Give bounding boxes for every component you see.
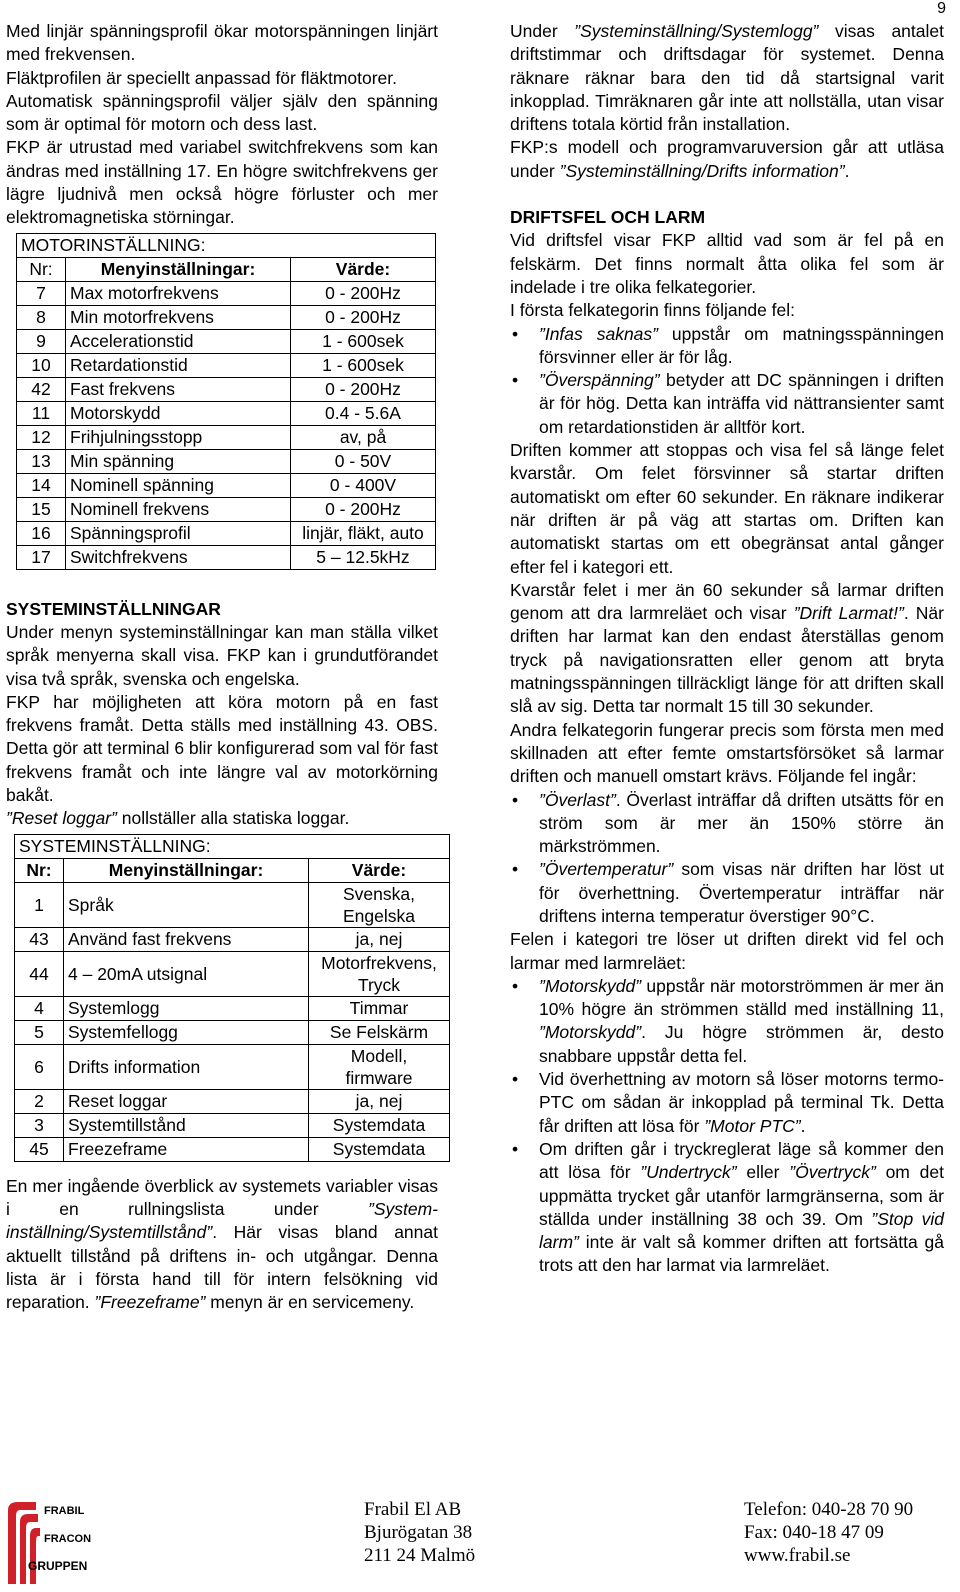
table-row bbox=[17, 425, 436, 449]
system-settings-heading: SYSTEMINSTÄLLNINGAR bbox=[6, 598, 221, 619]
row-nr: 11 bbox=[17, 401, 66, 425]
intro-paragraph-2: Fläktprofilen är speciellt anpassad för fläktmotorer. bbox=[6, 67, 398, 88]
row-value: 0 - 400V bbox=[291, 473, 436, 497]
row-setting: Systemfellogg bbox=[64, 1020, 309, 1044]
motor-header-nr: Nr: bbox=[17, 257, 66, 281]
row-value: av, på bbox=[291, 425, 436, 449]
row-setting: Drifts information bbox=[64, 1044, 309, 1089]
table-row bbox=[15, 1020, 450, 1044]
table-row bbox=[17, 401, 436, 425]
fax-number: Fax: 040-18 47 09 bbox=[744, 1522, 884, 1543]
row-nr: 17 bbox=[17, 545, 66, 569]
row-nr: 2 bbox=[15, 1089, 64, 1113]
row-setting: Nominell frekvens bbox=[66, 497, 291, 521]
row-value: Se Felskärm bbox=[309, 1020, 450, 1044]
list-item: • ”Överlast”. Överlast inträffar då driften utsätts för en ström som är mer än 150% större än märkströmmen. bbox=[539, 789, 944, 859]
svg-text:FRACON: FRACON bbox=[44, 1533, 92, 1545]
row-nr: 10 bbox=[17, 353, 66, 377]
table-row bbox=[15, 996, 450, 1020]
row-value: linjär, fläkt, auto bbox=[291, 521, 436, 545]
row-nr: 12 bbox=[17, 425, 66, 449]
row-nr: 9 bbox=[17, 329, 66, 353]
footer-contact bbox=[744, 1498, 913, 1567]
row-value: Timmar bbox=[309, 996, 450, 1020]
system-settings-table bbox=[14, 834, 450, 1162]
row-nr: 43 bbox=[15, 927, 64, 951]
row-value: Systemdata bbox=[309, 1113, 450, 1137]
row-setting: Freezeframe bbox=[64, 1137, 309, 1161]
system-table-title: SYSTEMINSTÄLLNING: bbox=[15, 834, 450, 858]
postal-city: 211 24 Malmö bbox=[364, 1545, 476, 1566]
category-one-intro: I första felkategorin finns följande fel: bbox=[510, 300, 796, 321]
row-setting: Systemlogg bbox=[64, 996, 309, 1020]
row-value: 5 – 12.5kHz bbox=[291, 545, 436, 569]
row-nr: 13 bbox=[17, 449, 66, 473]
row-setting: Systemtillstånd bbox=[64, 1113, 309, 1137]
row-setting: Nominell spänning bbox=[66, 473, 291, 497]
row-nr: 8 bbox=[17, 305, 66, 329]
row-setting: Spänningsprofil bbox=[66, 521, 291, 545]
svg-text:FRABIL: FRABIL bbox=[44, 1505, 85, 1517]
row-nr: 15 bbox=[17, 497, 66, 521]
category-one-list bbox=[510, 323, 944, 439]
row-value: 0.4 - 5.6A bbox=[291, 401, 436, 425]
category-two-list bbox=[510, 789, 944, 929]
system-paragraph-2: FKP har möjligheten att köra motorn på en fast frekvens framåt. Detta ställs med inställning 43. OBS. Detta gör att terminal 6 blir konfigurerad som val för fast frekvens framåt och inte längre val av motorkörning bakåt. bbox=[6, 691, 438, 806]
system-state-paragraph: En mer ingående överblick av systemets variabler visas i en rullningslista under ”System-inställning/Systemtillstånd”. Här visas bland annat aktuellt tillstånd på driftens in- och utgångar. Denna lista är i första hand till för intern felsökning vid reparation. ”Freezeframe” menyn är en servicemeny. bbox=[6, 1175, 438, 1313]
row-value: ja, nej bbox=[309, 1089, 450, 1113]
row-value: Modell, firmware bbox=[309, 1044, 450, 1089]
row-value: 0 - 50V bbox=[291, 449, 436, 473]
table-row bbox=[17, 281, 436, 305]
list-item: • Vid överhettning av motorn så löser motorns termo-PTC om sådan är inkopplad på terminal Tk. Detta får driften att lösa för ”Motor PTC”. bbox=[539, 1068, 944, 1138]
motor-header-menu: Menyinställningar: bbox=[66, 257, 291, 281]
table-row bbox=[17, 521, 436, 545]
row-value: 0 - 200Hz bbox=[291, 305, 436, 329]
driftsfel-paragraph: Vid driftsfel visar FKP alltid vad som är fel på en felskärm. Det finns normalt åtta olika fel som är indelade i tre olika felkategorier. bbox=[510, 230, 944, 297]
row-setting: Switchfrekvens bbox=[66, 545, 291, 569]
row-nr: 1 bbox=[15, 882, 64, 927]
left-column bbox=[6, 20, 438, 1314]
list-item: • ”Infas saknas” uppstår om matningsspänningen försvinner eller är för låg. bbox=[539, 323, 944, 370]
row-nr: 44 bbox=[15, 951, 64, 996]
systemlogg-paragraph: Under ”Systeminställning/Systemlogg” visas antalet driftstimmar och driftsdagar för systemet. Denna räknare räknar bara den tid då startsignal varit inkopplad. Timräknaren går inte att nollställa, utan visar driftens totala körtid från installation. bbox=[510, 21, 944, 135]
row-setting: Max motorfrekvens bbox=[66, 281, 291, 305]
driftsfel-heading: DRIFTSFEL OCH LARM bbox=[510, 207, 706, 228]
category-two-paragraph: Andra felkategorin fungerar precis som första men med skillnaden att efter femte omstartsförsöket så larmar driften och manuell omstart krävs. Följande fel ingår: bbox=[510, 719, 944, 787]
frabil-logo bbox=[4, 1500, 100, 1586]
table-row bbox=[17, 473, 436, 497]
table-row bbox=[17, 329, 436, 353]
row-setting: 4 – 20mA utsignal bbox=[64, 951, 309, 996]
list-item: • Om driften går i tryckreglerat läge så kommer den att lösa för ”Undertryck” eller ”Övertryck” om det uppmätta trycket går utanför larmgränserna, som är ställda under inställning 38 och 39. Om ”Stop vid larm” inte är valt så kommer driften att fortsätta gå trots att den har larmat via larmreläet. bbox=[539, 1138, 944, 1278]
row-value: ja, nej bbox=[309, 927, 450, 951]
row-value: 0 - 200Hz bbox=[291, 497, 436, 521]
row-value: Motorfrekvens, Tryck bbox=[309, 951, 450, 996]
row-setting: Retardationstid bbox=[66, 353, 291, 377]
row-nr: 7 bbox=[17, 281, 66, 305]
row-nr: 5 bbox=[15, 1020, 64, 1044]
row-value: 0 - 200Hz bbox=[291, 377, 436, 401]
frabil-logo-icon bbox=[4, 1500, 100, 1586]
row-nr: 42 bbox=[17, 377, 66, 401]
system-header-menu: Menyinställningar: bbox=[64, 858, 309, 882]
row-nr: 16 bbox=[17, 521, 66, 545]
footer-address bbox=[364, 1498, 475, 1567]
table-row bbox=[17, 545, 436, 569]
drifts-info-paragraph: FKP:s modell och programvaruversion går att utläsa under ”Systeminställning/Drifts information”. bbox=[510, 137, 944, 181]
row-setting: Språk bbox=[64, 882, 309, 927]
table-row bbox=[17, 377, 436, 401]
list-item: • ”Överspänning” betyder att DC spänningen i driften är för hög. Detta kan inträffa vid nättransienter samt om retardationstiden är alltför kort. bbox=[539, 369, 944, 439]
row-nr: 4 bbox=[15, 996, 64, 1020]
intro-paragraph-1: Med linjär spänningsprofil ökar motorspänningen linjärt med frekvensen. bbox=[6, 21, 438, 65]
table-row bbox=[17, 353, 436, 377]
intro-paragraph-3: Automatisk spänningsprofil väljer själv den spänning som är optimal för motorn och dess last. bbox=[6, 90, 438, 135]
row-setting: Frihjulningsstopp bbox=[66, 425, 291, 449]
row-setting: Min spänning bbox=[66, 449, 291, 473]
company-name: Frabil El AB bbox=[364, 1499, 462, 1520]
motor-settings-table bbox=[16, 233, 436, 570]
website-link[interactable]: www.frabil.se bbox=[744, 1545, 851, 1566]
list-item: • ”Övertemperatur” som visas när driften har löst ut för överhettning. Övertemperatur inträffar när driftens interna temperatur överstiger 90°C. bbox=[539, 858, 944, 928]
row-value: 1 - 600sek bbox=[291, 353, 436, 377]
category-three-intro: Felen i kategori tre löser ut driften direkt vid fel och larmar med larmreläet: bbox=[510, 929, 944, 973]
page-number: 9 bbox=[937, 0, 946, 17]
intro-paragraph-4: FKP är utrustad med variabel switchfrekvens som kan ändras med inställning 17. En högre switchfrekvens ger lägre ljudnivå men också högre förluster och mer elektromagnetiska störningar. bbox=[6, 137, 438, 228]
table-row bbox=[15, 1113, 450, 1137]
motor-table-title: MOTORINSTÄLLNING: bbox=[17, 233, 436, 257]
reset-loggar-term: ”Reset loggar” bbox=[6, 808, 117, 829]
table-row bbox=[17, 305, 436, 329]
right-column bbox=[510, 20, 944, 1278]
table-row bbox=[17, 497, 436, 521]
row-setting: Min motorfrekvens bbox=[66, 305, 291, 329]
table-row bbox=[17, 449, 436, 473]
row-setting: Fast frekvens bbox=[66, 377, 291, 401]
row-value: 1 - 600sek bbox=[291, 329, 436, 353]
table-row bbox=[15, 951, 450, 996]
system-paragraph-1: Under menyn systeminställningar kan man ställa vilket språk menyerna skall visa. FKP kan i grundutförandet visa två språk, svenska och engelska. bbox=[6, 621, 438, 689]
restart-paragraph: Driften kommer att stoppas och visa fel så länge felet kvarstår. Om felet försvinner så startar driften automatiskt om efter 60 sekunder. En räknare indikerar när driften är på väg att startas om. Driften kan automatiskt startas om ett obegränsat antal gånger efter fel i kategori ett. bbox=[510, 440, 944, 577]
table-row bbox=[15, 1089, 450, 1113]
motor-header-value: Värde: bbox=[291, 257, 436, 281]
row-setting: Använd fast frekvens bbox=[64, 927, 309, 951]
system-paragraph-3: ”Reset loggar” nollställer alla statiska loggar. bbox=[6, 808, 350, 829]
table-row bbox=[15, 882, 450, 927]
row-nr: 3 bbox=[15, 1113, 64, 1137]
system-header-value: Värde: bbox=[309, 858, 450, 882]
system-header-nr: Nr: bbox=[15, 858, 64, 882]
alarm-paragraph: Kvarstår felet i mer än 60 sekunder så larmar driften genom att dra larmreläet och visar ”Drift Larmat!”. När driften har larmat kan den endast återställas genom tryck på navigationsratten eller genom att bryta matningsspänningen tillräckligt länge för att driften skall slå av sig. Detta tar normalt 15 till 30 sekunder. bbox=[510, 579, 944, 717]
table-row bbox=[15, 1044, 450, 1089]
category-three-list bbox=[510, 975, 944, 1278]
row-setting: Accelerationstid bbox=[66, 329, 291, 353]
street-address: Bjurögatan 38 bbox=[364, 1522, 473, 1543]
table-row bbox=[15, 927, 450, 951]
phone-number: Telefon: 040-28 70 90 bbox=[744, 1499, 914, 1520]
row-value: Systemdata bbox=[309, 1137, 450, 1161]
row-nr: 14 bbox=[17, 473, 66, 497]
row-nr: 6 bbox=[15, 1044, 64, 1089]
table-row bbox=[15, 1137, 450, 1161]
list-item: • ”Motorskydd” uppstår när motorströmmen är mer än 10% högre än strömmen ställd med inställning 11, ”Motorskydd”. Ju högre strömmen är, desto snabbare uppstår detta fel. bbox=[539, 975, 944, 1068]
row-setting: Reset loggar bbox=[64, 1089, 309, 1113]
row-value: 0 - 200Hz bbox=[291, 281, 436, 305]
svg-text:GRUPPEN: GRUPPEN bbox=[28, 1559, 88, 1573]
row-setting: Motorskydd bbox=[66, 401, 291, 425]
row-value: Svenska, Engelska bbox=[309, 882, 450, 927]
row-nr: 45 bbox=[15, 1137, 64, 1161]
